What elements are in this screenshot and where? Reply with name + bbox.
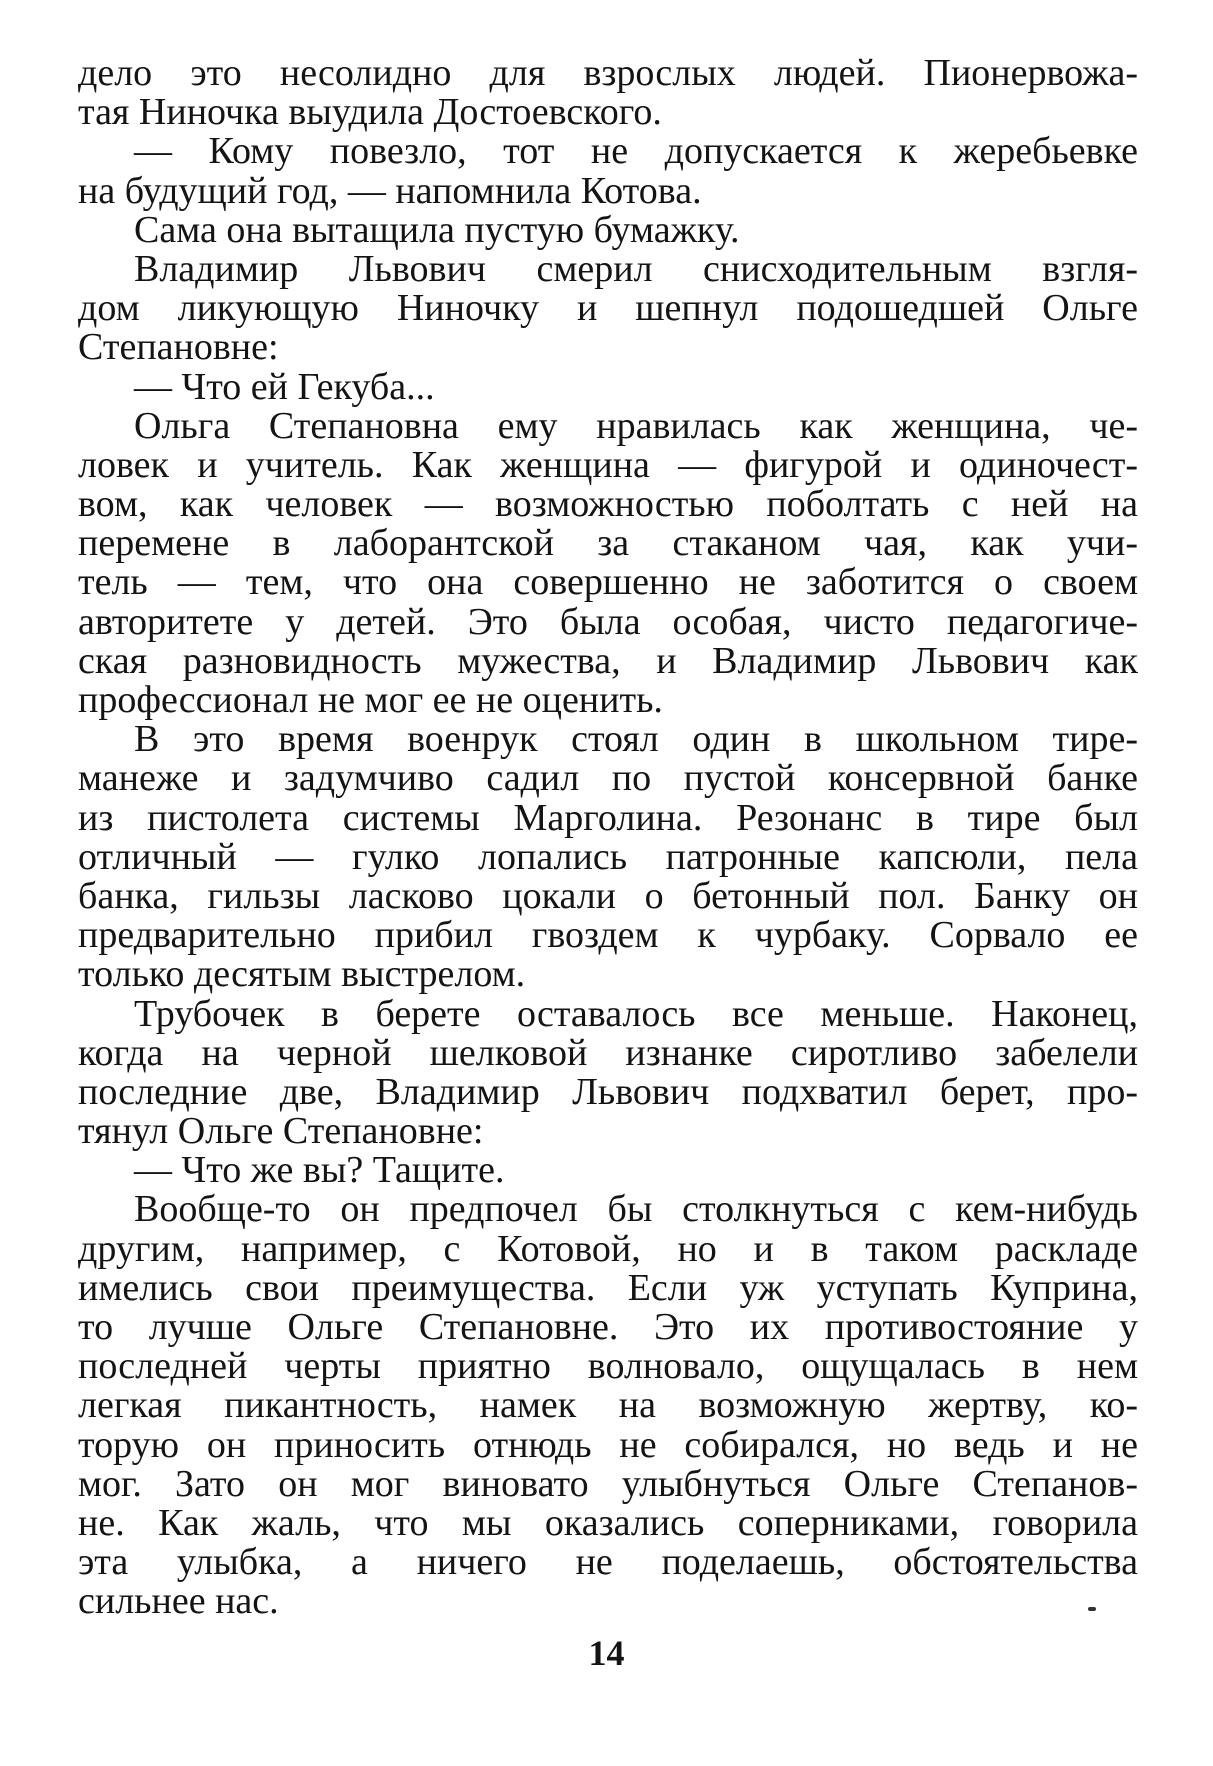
text-line: не. Как жаль, что мы оказались соперниками, говорила [78, 1503, 1138, 1544]
text-line: имелись свои преимущества. Если уж уступать Куприна, [78, 1268, 1138, 1308]
text-line: мог. Зато он мог виновато улыбнуться Ольге Степанов- [78, 1464, 1138, 1504]
text-line: Сама она вытащила пустую бумажку. [134, 210, 740, 250]
text-line: дело это несолидно для взрослых людей. Пионервожа- [78, 54, 1138, 94]
text-line: Вообще-то он предпочел бы столкнуться с кем-нибудь [134, 1190, 1138, 1230]
text-line: манеже и задумчиво садил по пустой консервной банке [78, 759, 1138, 799]
text-line: эта улыбка, а ничего не поделаешь, обстоятельства [78, 1543, 1138, 1583]
book-page-text [78, 54, 1138, 1622]
text-line: легкая пикантность, намек на возможную жертву, ко- [78, 1386, 1138, 1426]
text-line: когда на черной шелковой изнанке сиротливо забелели [78, 1033, 1138, 1073]
paragraph [78, 407, 1138, 721]
text-line: дом ликующую Ниночку и шепнул подошедшей Ольге [78, 289, 1138, 329]
paragraph [78, 250, 1138, 368]
text-line: Ольга Степановна ему нравилась как женщина, че- [134, 406, 1138, 446]
text-line: профессионал не мог ее не оценить. [78, 681, 663, 721]
text-line: последней черты приятно волновало, ощущалась в нем [78, 1347, 1138, 1387]
text-line: только десятым выстрелом. [78, 955, 526, 995]
text-line: — Что же вы? Тащите. [134, 1151, 505, 1191]
text-line: Трубочек в берете оставалось все меньше. Наконец, [134, 994, 1138, 1034]
page-number: 14 [588, 1633, 625, 1673]
paragraph [78, 132, 1138, 210]
text-line: В это время военрук стоял один в школьном тире- [134, 720, 1138, 760]
paragraph [78, 995, 1138, 1152]
text-line: предварительно прибил гвоздем к чурбаку. Сорвало ее [78, 916, 1138, 956]
paragraph [78, 720, 1138, 994]
print-speck [1088, 1607, 1096, 1611]
text-line: перемене в лаборантской за стаканом чая, как учи- [78, 524, 1138, 564]
text-line: — Что ей Гекуба... [134, 367, 435, 407]
text-line: тель — тем, что она совершенно не заботится о своем [78, 563, 1138, 603]
text-line: сильнее нас. [78, 1582, 279, 1622]
paragraph [78, 1190, 1138, 1621]
paragraph [78, 1151, 1138, 1190]
text-line: на будущий год, — напомнила Котова. [78, 171, 702, 211]
paragraph [78, 211, 1138, 250]
paragraph [78, 368, 1138, 407]
text-line: — Кому повезло, тот не допускается к жеребьевке [134, 132, 1138, 172]
text-line: то лучше Ольге Степановне. Это их противостояние у [78, 1308, 1138, 1348]
text-line: банка, гильзы ласково цокали о бетонный пол. Банку он [78, 876, 1138, 917]
paragraph [78, 54, 1138, 132]
text-line: авторитете у детей. Это была особая, чисто педагогиче- [78, 602, 1138, 642]
text-line: тая Ниночка выудила Достоевского. [78, 93, 662, 133]
text-line: другим, например, с Котовой, но и в таком раскладе [78, 1229, 1138, 1269]
text-line: отличный — гулко лопались патронные капсюли, пела [78, 837, 1138, 877]
text-line: ская разновидность мужества, и Владимир Львович как [78, 641, 1138, 681]
text-line: Степановне: [78, 328, 279, 368]
text-line: Владимир Львович смерил снисходительным взгля- [134, 249, 1138, 290]
text-line: из пистолета системы Марголина. Резонанс в тире был [78, 798, 1138, 838]
text-line: тянул Ольге Степановне: [78, 1112, 484, 1152]
text-line: торую он приносить отнюдь не собирался, но ведь и не [78, 1425, 1138, 1465]
text-line: последние две, Владимир Львович подхватил берет, про- [78, 1072, 1138, 1113]
text-line: вом, как человек — возможностью поболтать с ней на [78, 485, 1138, 525]
text-line: ловек и учитель. Как женщина — фигурой и одиночест- [78, 445, 1138, 486]
